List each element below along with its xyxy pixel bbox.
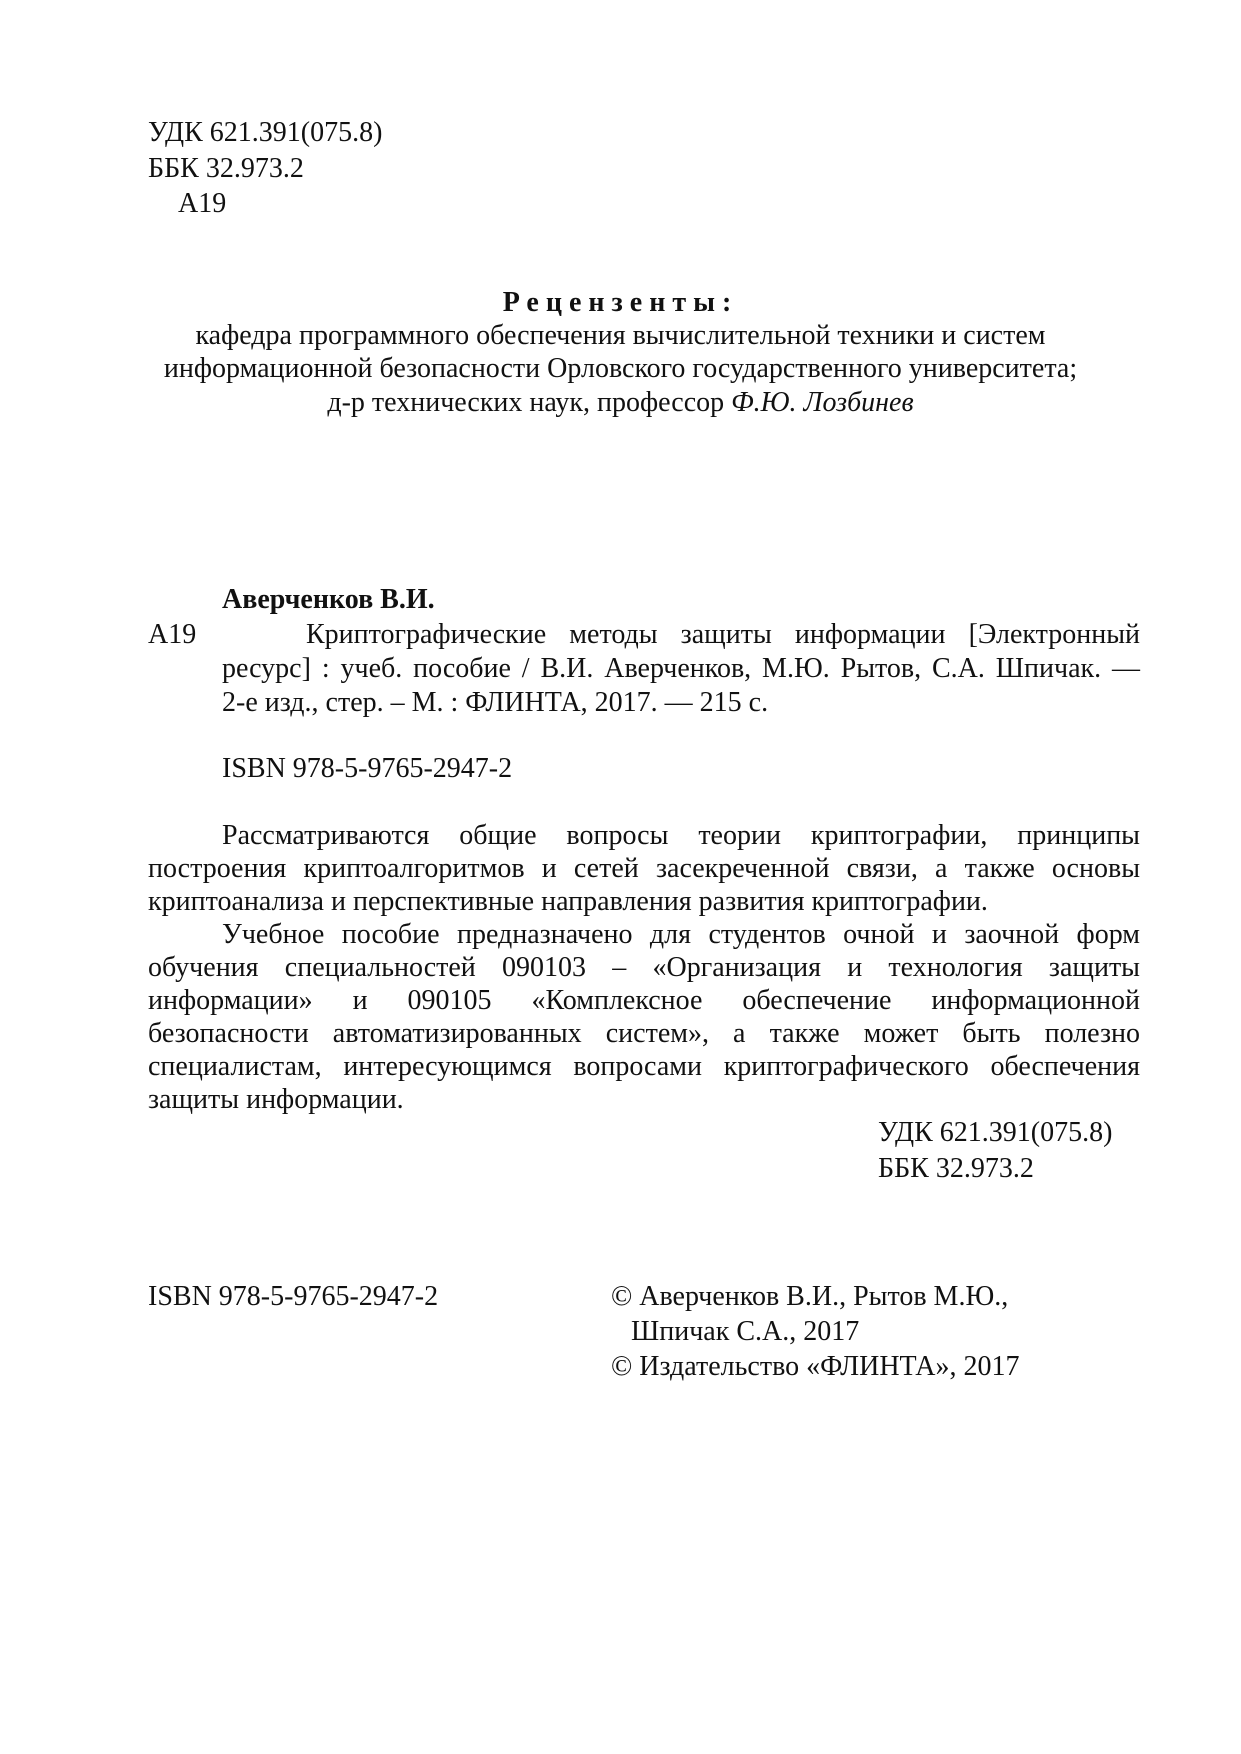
record-description-line3: 2-е изд., стер. – М. : ФЛИНТА, 2017. — 215 с. — [222, 687, 769, 718]
reviewer-professor-title: д-р технических наук, профессор — [327, 387, 732, 418]
reviewers-heading: Рецензенты: — [502, 287, 739, 318]
record-author: Аверченков В.И. — [222, 584, 435, 615]
reviewer-department-line2: информационной безопасности Орловского государственного университета; — [163, 353, 1078, 384]
copyright-authors-continued: Шпичак С.А., 2017 — [631, 1316, 860, 1347]
record-author-mark: А19 — [148, 619, 197, 650]
bbk-code-top: ББК 32.973.2 — [148, 153, 304, 184]
annotation-p2-line6: защиты информации. — [148, 1084, 404, 1115]
reviewer-professor — [0, 387, 1241, 419]
copyright-publisher: © Издательство «ФЛИНТА», 2017 — [611, 1351, 1020, 1382]
record-isbn: ISBN 978-5-9765-2947-2 — [222, 753, 513, 784]
annotation-p2-line5: специалистам, интересующимся вопросами криптографического обеспечения — [148, 1051, 1140, 1082]
annotation-p2-line2: обучения специальностей 090103 – «Организация и технология защиты — [148, 952, 1140, 983]
udk-code-bottom: УДК 621.391(075.8) — [878, 1117, 1113, 1148]
annotation-p1-line2: построения криптоалгоритмов и сетей засекреченной связи, а также основы — [148, 853, 1140, 884]
author-mark-top: А19 — [178, 188, 227, 219]
annotation-p2-line3: информации» и 090105 «Комплексное обеспечение информационной — [148, 985, 1140, 1016]
isbn-bottom: ISBN 978-5-9765-2947-2 — [148, 1281, 439, 1312]
copyright-authors: © Аверченков В.И., Рытов М.Ю., — [611, 1281, 1009, 1312]
reviewer-professor-name: Ф.Ю. Лозбинев — [731, 387, 914, 418]
bbk-code-bottom: ББК 32.973.2 — [878, 1153, 1034, 1184]
reviewer-department-line1: кафедра программного обеспечения вычислительной техники и систем — [195, 320, 1046, 351]
udk-code-top: УДК 621.391(075.8) — [148, 117, 383, 148]
record-description-line1: Криптографические методы защиты информации [Электронный — [306, 619, 1140, 650]
annotation-p1-line1: Рассматриваются общие вопросы теории криптографии, принципы — [222, 820, 1140, 851]
annotation-p2-line4: безопасности автоматизированных систем», а также может быть полезно — [148, 1018, 1140, 1049]
annotation-p1-line3: криптоанализа и перспективные направления развития криптографии. — [148, 886, 988, 917]
record-description-line2: ресурс] : учеб. пособие / В.И. Аверченков, М.Ю. Рытов, С.А. Шпичак. — — [222, 653, 1140, 684]
annotation-p2-line1: Учебное пособие предназначено для студентов очной и заочной форм — [222, 919, 1140, 950]
